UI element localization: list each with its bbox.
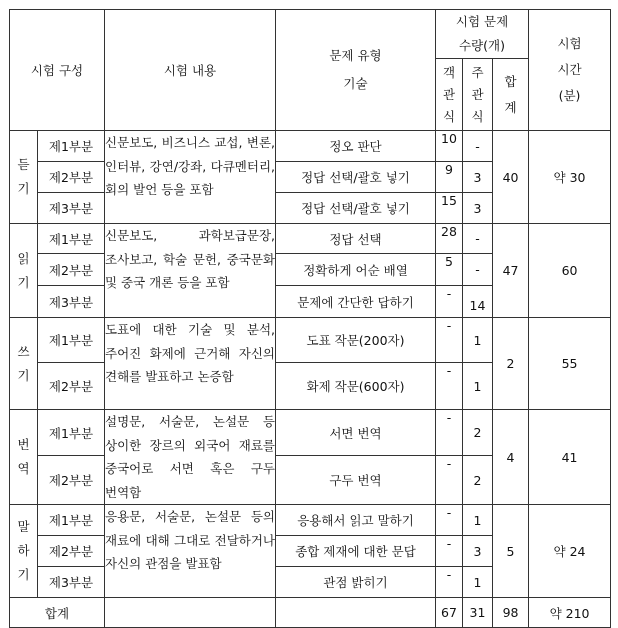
problem-type: 종합 제재에 대한 문답 <box>276 536 436 567</box>
problem-type: 서면 번역 <box>276 410 436 456</box>
objective-count: - <box>436 536 463 567</box>
header-quantity: 시험 문제 수량(개) <box>436 10 529 59</box>
subjective-count: 3 <box>463 162 493 193</box>
objective-count: - <box>436 456 463 505</box>
part-label: 제3부분 <box>38 286 105 318</box>
subjective-count: 14 <box>463 286 493 318</box>
problem-type: 도표 작문(200자) <box>276 318 436 363</box>
section-content: 설명문, 서술문, 논설문 등 상이한 장르의 외국어 재료를 중국어로 서면 혹은 구두 번역함 <box>105 410 276 505</box>
total-objective: 67 <box>436 598 463 628</box>
section-total: 4 <box>493 410 529 505</box>
problem-type: 정답 선택 <box>276 224 436 254</box>
total-sum: 98 <box>493 598 529 628</box>
total-row <box>10 598 611 628</box>
header-sum: 합 계 <box>493 59 529 131</box>
exam-structure-table <box>9 9 611 628</box>
objective-count: 28 <box>436 224 463 254</box>
objective-count: 9 <box>436 162 463 193</box>
header-subjective: 주 관 식 <box>463 59 493 131</box>
problem-type: 정확하게 어순 배열 <box>276 254 436 286</box>
objective-count: - <box>436 410 463 456</box>
subjective-count: - <box>463 254 493 286</box>
section-total: 2 <box>493 318 529 410</box>
problem-type: 정답 선택/괄호 넣기 <box>276 162 436 193</box>
section-content: 도표에 대한 기술 및 분석, 주어진 화제에 근거해 자신의 견해를 발표하고 논증함 <box>105 318 276 410</box>
part-label: 제2부분 <box>38 162 105 193</box>
header-problem-type: 문제 유형 기술 <box>276 10 436 131</box>
section-time: 약 24 <box>529 505 611 598</box>
problem-type: 관점 밝히기 <box>276 567 436 598</box>
objective-count: 10 <box>436 131 463 162</box>
subjective-count: - <box>463 224 493 254</box>
table-row <box>10 505 611 536</box>
section-speaking: 말 하 기 <box>10 505 38 598</box>
section-content: 신문보도, 과학보급문장, 조사보고, 학술 문헌, 중국문화 및 중국 개론 등을 포함 <box>105 224 276 318</box>
part-label: 제2부분 <box>38 536 105 567</box>
problem-type: 정답 선택/괄호 넣기 <box>276 193 436 224</box>
section-content: 응용문, 서술문, 논설문 등의 재료에 대해 그대로 전달하거나 자신의 관점을 발표함 <box>105 505 276 598</box>
part-label: 제1부분 <box>38 410 105 456</box>
subjective-count: 3 <box>463 536 493 567</box>
part-label: 제1부분 <box>38 505 105 536</box>
objective-count: - <box>436 363 463 410</box>
part-label: 제3부분 <box>38 193 105 224</box>
section-writing: 쓰 기 <box>10 318 38 410</box>
problem-type: 정오 판단 <box>276 131 436 162</box>
problem-type: 구두 번역 <box>276 456 436 505</box>
objective-count: - <box>436 567 463 598</box>
subjective-count: 2 <box>463 456 493 505</box>
part-label: 제1부분 <box>38 131 105 162</box>
objective-count: - <box>436 318 463 363</box>
table-row <box>10 318 611 363</box>
header-time: 시험 시간 (분) <box>529 10 611 131</box>
part-label: 제2부분 <box>38 254 105 286</box>
section-reading: 읽 기 <box>10 224 38 318</box>
section-listening: 듣 기 <box>10 131 38 224</box>
subjective-count: 3 <box>463 193 493 224</box>
part-label: 제1부분 <box>38 224 105 254</box>
section-time: 55 <box>529 318 611 410</box>
section-total: 47 <box>493 224 529 318</box>
objective-count: 5 <box>436 254 463 286</box>
subjective-count: 1 <box>463 505 493 536</box>
part-label: 제3부분 <box>38 567 105 598</box>
total-time: 약 210 <box>529 598 611 628</box>
header-content: 시험 내용 <box>105 10 276 131</box>
section-total: 40 <box>493 131 529 224</box>
header-composition: 시험 구성 <box>10 10 105 131</box>
total-label: 합계 <box>10 598 105 628</box>
header-row <box>10 10 611 59</box>
subjective-count: 1 <box>463 318 493 363</box>
section-translation: 번 역 <box>10 410 38 505</box>
section-time: 60 <box>529 224 611 318</box>
section-content: 신문보도, 비즈니스 교섭, 변론, 인터뷰, 강연/강좌, 다큐멘터리, 회의 발언 등을 포함 <box>105 131 276 224</box>
objective-count: - <box>436 286 463 318</box>
table-row <box>10 224 611 254</box>
total-subjective: 31 <box>463 598 493 628</box>
subjective-count: 1 <box>463 363 493 410</box>
section-total: 5 <box>493 505 529 598</box>
problem-type: 응용해서 읽고 말하기 <box>276 505 436 536</box>
part-label: 제2부분 <box>38 363 105 410</box>
table-row <box>10 410 611 456</box>
part-label: 제2부분 <box>38 456 105 505</box>
table-row <box>10 131 611 162</box>
objective-count: - <box>436 505 463 536</box>
objective-count: 15 <box>436 193 463 224</box>
problem-type: 화제 작문(600자) <box>276 363 436 410</box>
section-time: 41 <box>529 410 611 505</box>
total-content-empty <box>105 598 276 628</box>
subjective-count: 1 <box>463 567 493 598</box>
section-time: 약 30 <box>529 131 611 224</box>
subjective-count: - <box>463 131 493 162</box>
header-objective: 객 관 식 <box>436 59 463 131</box>
part-label: 제1부분 <box>38 318 105 363</box>
problem-type: 문제에 간단한 답하기 <box>276 286 436 318</box>
total-type-empty <box>276 598 436 628</box>
subjective-count: 2 <box>463 410 493 456</box>
